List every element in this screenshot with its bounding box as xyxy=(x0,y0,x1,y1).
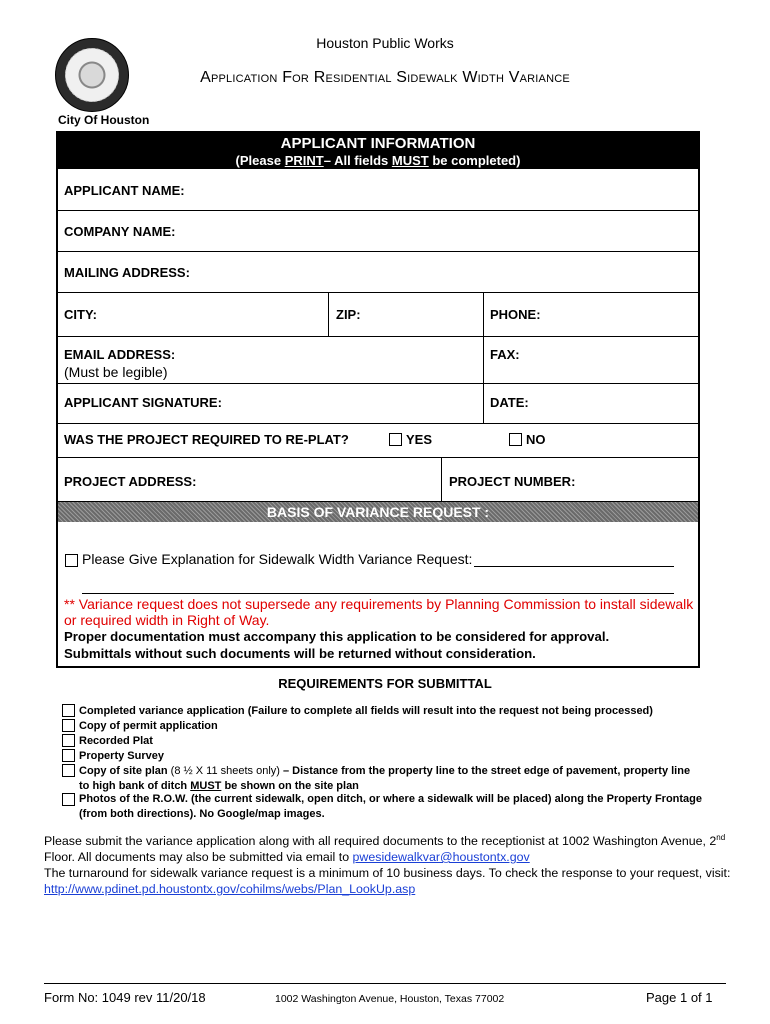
req-checkbox-site-plan[interactable] xyxy=(62,764,75,777)
email-legible-note: (Must be legible) xyxy=(64,364,168,380)
form-title: Application For Residential Sidewalk Width Variance xyxy=(200,69,570,86)
mailing-address-field[interactable]: MAILING ADDRESS: xyxy=(64,265,190,280)
footer-divider xyxy=(44,983,726,984)
replat-no-checkbox[interactable] xyxy=(509,433,522,446)
req-item-plat: Recorded Plat xyxy=(79,735,153,747)
req-checkbox-survey[interactable] xyxy=(62,749,75,762)
project-number-field[interactable]: PROJECT NUMBER: xyxy=(449,474,576,489)
req-checkbox-photos[interactable] xyxy=(62,793,75,806)
city-field[interactable]: CITY: xyxy=(64,307,97,322)
replat-yes-label: YES xyxy=(406,432,433,447)
explanation-checkbox[interactable] xyxy=(65,554,78,567)
page-number: Page 1 of 1 xyxy=(646,990,713,1005)
req-item-photos: Photos of the R.O.W. (the current sidewalk, open ditch, or where a sidewalk will be placed) along the Property Frontage (from both directions). No Google/map images. xyxy=(79,793,702,820)
form-number: Form No: 1049 rev 11/20/18 xyxy=(44,990,206,1005)
replat-yes-checkbox[interactable] xyxy=(389,433,402,446)
req-item-application: Completed variance application (Failure to complete all fields will result into the request not being processed) xyxy=(79,705,653,717)
explanation-prompt: Please Give Explanation for Sidewalk Width Variance Request: xyxy=(82,551,473,567)
explanation-line-2[interactable] xyxy=(82,593,674,594)
city-label: City Of Houston xyxy=(58,113,150,127)
date-field[interactable]: DATE: xyxy=(490,395,529,410)
req-item-site-plan: Copy of site plan (8 ½ X 11 sheets only) – Distance from the property line to the street edge of pavement, property line to high bank of ditch MUST be shown on the site plan xyxy=(79,765,691,792)
applicant-info-title: APPLICANT INFORMATION xyxy=(280,135,476,152)
applicant-info-subtitle: (Please PRINT– All fields MUST be completed) xyxy=(235,153,521,168)
explanation-line-1[interactable] xyxy=(474,566,674,567)
zip-field[interactable]: ZIP: xyxy=(336,307,361,322)
replat-question: WAS THE PROJECT REQUIRED TO RE-PLAT? xyxy=(64,432,349,447)
requirements-title: REQUIREMENTS FOR SUBMITTAL xyxy=(278,676,492,691)
submission-instructions: Please submit the variance application along with all required documents to the receptionist at 1002 Washington Avenue, 2nd Floor. All documents may also be submitted via email to pwesidewalkvar@houstontx.gov The turnaround for sidewalk variance request is a minimum of 10 business days. To check the response to your request, visit: http://www.pdinet.pd.houstontx.gov/cohilms/webs/Plan_LookUp.asp xyxy=(44,832,731,896)
org-name: Houston Public Works xyxy=(316,35,454,51)
footer-address: 1002 Washington Avenue, Houston, Texas 77002 xyxy=(275,993,505,1005)
req-item-permit: Copy of permit application xyxy=(79,720,218,732)
req-checkbox-plat[interactable] xyxy=(62,734,75,747)
variance-warning: ** Variance request does not supersede any requirements by Planning Commission to install sidewalk or required width in Right of Way. xyxy=(64,596,694,628)
submission-email-link[interactable]: pwesidewalkvar@houstontx.gov xyxy=(352,850,530,864)
email-address-field[interactable]: EMAIL ADDRESS: xyxy=(64,347,176,362)
phone-field[interactable]: PHONE: xyxy=(490,307,541,322)
req-checkbox-permit[interactable] xyxy=(62,719,75,732)
lookup-url-link[interactable]: http://www.pdinet.pd.houstontx.gov/cohilms/webs/Plan_LookUp.asp xyxy=(44,882,416,896)
project-address-field[interactable]: PROJECT ADDRESS: xyxy=(64,474,197,489)
applicant-name-field[interactable]: APPLICANT NAME: xyxy=(64,183,185,198)
applicant-signature-field[interactable]: APPLICANT SIGNATURE: xyxy=(64,395,222,410)
replat-no-label: NO xyxy=(526,432,546,447)
documentation-notice: Proper documentation must accompany this application to be considered for approval. Submittals without such documents will be returned without consideration. xyxy=(64,629,610,661)
req-checkbox-application[interactable] xyxy=(62,704,75,717)
applicant-info-header xyxy=(58,133,698,169)
fax-field[interactable]: FAX: xyxy=(490,347,520,362)
company-name-field[interactable]: COMPANY NAME: xyxy=(64,224,176,239)
basis-of-variance-header: BASIS OF VARIANCE REQUEST : xyxy=(58,502,698,522)
req-item-survey: Property Survey xyxy=(79,750,164,762)
